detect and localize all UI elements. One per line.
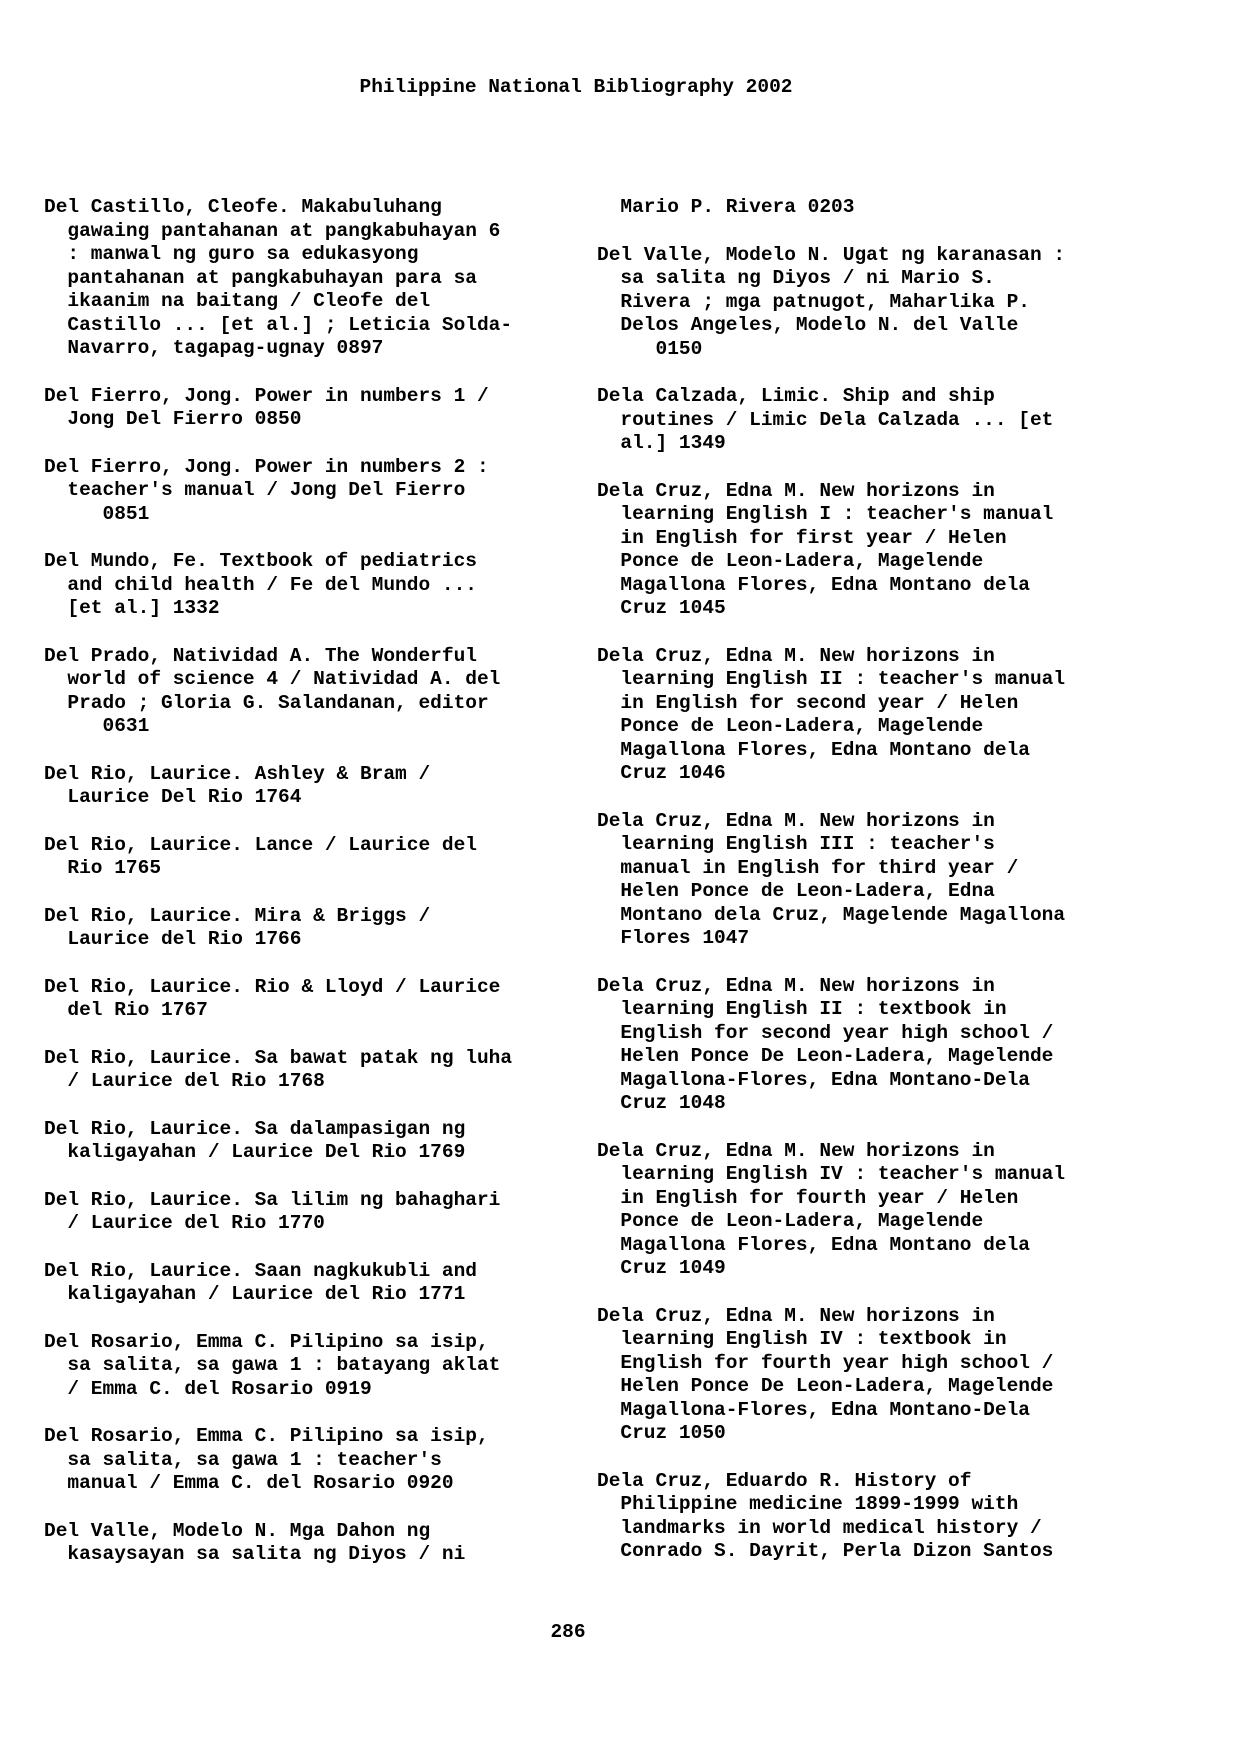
- entry-line: kaligayahan / Laurice Del Rio 1769: [44, 1141, 466, 1163]
- bibliography-entry: [597, 975, 1137, 1116]
- bibliography-entry: [597, 480, 1137, 621]
- entry-line: learning English IV : teacher's manual: [597, 1163, 1066, 1185]
- entry-line: / Laurice del Rio 1768: [44, 1070, 325, 1092]
- entry-line: English for fourth year high school /: [597, 1351, 1054, 1374]
- bibliography-entry: [597, 244, 1137, 362]
- entry-line: Rio 1765: [44, 857, 162, 879]
- entry-line: landmarks in world medical history /: [597, 1516, 1042, 1539]
- bibliography-entry: [44, 1425, 584, 1496]
- bibliography-entry: [597, 196, 1137, 220]
- entry-line: Magallona Flores, Edna Montano dela: [597, 573, 1030, 596]
- entry-line: Del Rio, Laurice. Sa bawat patak ng luha: [44, 1046, 513, 1069]
- entry-line: Rivera ; mga patnugot, Maharlika P.: [597, 290, 1030, 313]
- bibliography-entry: [44, 645, 584, 739]
- entry-line: Dela Cruz, Edna M. New horizons in: [597, 1304, 995, 1327]
- entry-line: Dela Calzada, Limic. Ship and ship: [597, 385, 995, 407]
- entry-line: Magallona-Flores, Edna Montano-Dela: [597, 1398, 1030, 1421]
- page-number: 286: [550, 1621, 586, 1643]
- page-title: Philippine National Bibliography 2002: [359, 76, 793, 98]
- entry-line: Dela Cruz, Edna M. New horizons in: [597, 479, 995, 502]
- entry-line: Cruz 1048: [597, 1092, 726, 1114]
- entry-line: manual in English for third year /: [597, 856, 1019, 879]
- entry-line: / Laurice del Rio 1770: [44, 1212, 325, 1234]
- entry-line: Magallona Flores, Edna Montano dela: [597, 738, 1030, 761]
- entry-line: teacher's manual / Jong Del Fierro: [44, 479, 466, 501]
- entry-line: learning English I : teacher's manual: [597, 503, 1054, 525]
- entry-line: Dela Cruz, Edna M. New horizons in: [597, 644, 995, 667]
- entry-line: Laurice Del Rio 1764: [44, 786, 302, 808]
- entry-line: sa salita, sa gawa 1 : teacher's: [44, 1448, 442, 1471]
- entry-line: Prado ; Gloria G. Salandanan, editor: [44, 691, 489, 714]
- bibliography-entry: [44, 196, 584, 361]
- bibliography-entry: [44, 834, 584, 881]
- entry-line: Ponce de Leon-Ladera, Magelende: [597, 715, 984, 737]
- bibliography-entry: [597, 1470, 1137, 1564]
- entry-line: Del Rio, Laurice. Sa lilim ng bahaghari: [44, 1188, 501, 1211]
- bibliography-entry: [597, 1305, 1137, 1446]
- entry-line: Magallona-Flores, Edna Montano-Dela: [597, 1068, 1030, 1091]
- entry-line: 0150: [597, 337, 703, 360]
- entry-line: Cruz 1049: [597, 1257, 726, 1279]
- entry-line: kasaysayan sa salita ng Diyos / ni: [44, 1543, 466, 1565]
- entry-line: Laurice del Rio 1766: [44, 928, 302, 950]
- entry-line: Del Fierro, Jong. Power in numbers 2 :: [44, 455, 489, 478]
- entry-line: Del Rio, Laurice. Sa dalampasigan ng: [44, 1117, 466, 1140]
- entry-line: Dela Cruz, Eduardo R. History of: [597, 1469, 972, 1492]
- entry-line: Philippine medicine 1899-1999 with: [597, 1493, 1019, 1515]
- entry-line: routines / Limic Dela Calzada ... [et: [597, 408, 1054, 431]
- entry-line: manual / Emma C. del Rosario 0920: [44, 1472, 454, 1494]
- entry-line: Dela Cruz, Edna M. New horizons in: [597, 974, 995, 997]
- entry-line: Ponce de Leon-Ladera, Magelende: [597, 550, 984, 572]
- bibliography-entry: [44, 1260, 584, 1307]
- entry-line: in English for first year / Helen: [597, 526, 1007, 549]
- entry-line: Castillo ... [et al.] ; Leticia Solda-: [44, 313, 513, 336]
- entry-line: Del Rio, Laurice. Mira & Briggs /: [44, 904, 431, 927]
- bibliography-entry: [44, 456, 584, 527]
- entry-line: Ponce de Leon-Ladera, Magelende: [597, 1210, 984, 1232]
- entry-line: Del Rio, Laurice. Lance / Laurice del: [44, 833, 477, 856]
- bibliography-entry: [44, 905, 584, 952]
- entry-line: Dela Cruz, Edna M. New horizons in: [597, 1139, 995, 1162]
- entry-line: Conrado S. Dayrit, Perla Dizon Santos: [597, 1540, 1054, 1562]
- entry-line: gawaing pantahanan at pangkabuhayan 6: [44, 219, 501, 242]
- right-column: [597, 196, 1137, 1588]
- entry-line: in English for fourth year / Helen: [597, 1186, 1019, 1209]
- left-column: [44, 196, 584, 1591]
- entry-line: Del Rio, Laurice. Rio & Lloyd / Laurice: [44, 975, 501, 998]
- entry-line: del Rio 1767: [44, 999, 208, 1021]
- bibliography-entry: [44, 763, 584, 810]
- entry-line: learning English II : textbook in: [597, 998, 1007, 1020]
- entry-line: Cruz 1050: [597, 1422, 726, 1444]
- entry-line: Delos Angeles, Modelo N. del Valle: [597, 314, 1019, 336]
- entry-line: Magallona Flores, Edna Montano dela: [597, 1233, 1030, 1256]
- bibliography-entry: [44, 1331, 584, 1402]
- entry-line: Flores 1047: [597, 927, 750, 949]
- entry-line: Cruz 1046: [597, 762, 726, 784]
- entry-line: learning English IV : textbook in: [597, 1328, 1007, 1350]
- entry-line: world of science 4 / Natividad A. del: [44, 668, 501, 690]
- bibliography-entry: [597, 1140, 1137, 1281]
- entry-line: 0631: [44, 715, 150, 737]
- entry-line: Helen Ponce de Leon-Ladera, Edna: [597, 880, 995, 902]
- bibliography-entry: [44, 1118, 584, 1165]
- entry-line: Del Prado, Natividad A. The Wonderful: [44, 644, 477, 667]
- bibliography-entry: [44, 385, 584, 432]
- entry-line: sa salita ng Diyos / ni Mario S.: [597, 267, 995, 289]
- entry-line: Dela Cruz, Edna M. New horizons in: [597, 809, 995, 832]
- entry-line: Del Valle, Modelo N. Mga Dahon ng: [44, 1519, 431, 1542]
- entry-line: Del Rio, Laurice. Saan nagkukubli and: [44, 1259, 477, 1282]
- entry-line: Cruz 1045: [597, 597, 726, 619]
- bibliography-entry: [44, 1189, 584, 1236]
- bibliography-entry: [44, 976, 584, 1023]
- entry-line: Del Valle, Modelo N. Ugat ng karanasan :: [597, 243, 1066, 266]
- entry-line: Del Castillo, Cleofe. Makabuluhang: [44, 196, 442, 218]
- entry-line: [et al.] 1332: [44, 597, 220, 619]
- entry-line: learning English III : teacher's: [597, 833, 995, 855]
- entry-line: Helen Ponce De Leon-Ladera, Magelende: [597, 1375, 1054, 1397]
- entry-line: and child health / Fe del Mundo ...: [44, 573, 477, 596]
- entry-line: Del Fierro, Jong. Power in numbers 1 /: [44, 384, 489, 407]
- bibliography-entry: [597, 810, 1137, 951]
- entry-line: 0851: [44, 502, 150, 525]
- bibliography-entry: [44, 550, 584, 621]
- entry-line: learning English II : teacher's manual: [597, 668, 1066, 690]
- entry-line: Navarro, tagapag-ugnay 0897: [44, 337, 384, 359]
- entry-line: Montano dela Cruz, Magelende Magallona: [597, 903, 1066, 926]
- entry-line: pantahanan at pangkabuhayan para sa: [44, 266, 477, 289]
- entry-line: in English for second year / Helen: [597, 691, 1019, 714]
- entry-line: English for second year high school /: [597, 1021, 1054, 1044]
- entry-line: Del Rosario, Emma C. Pilipino sa isip,: [44, 1425, 489, 1447]
- entry-line: ikaanim na baitang / Cleofe del: [44, 290, 431, 312]
- entry-line: sa salita, sa gawa 1 : batayang aklat: [44, 1354, 501, 1376]
- entry-line: : manwal ng guro sa edukasyong: [44, 243, 419, 265]
- entry-line: Del Mundo, Fe. Textbook of pediatrics: [44, 550, 477, 572]
- bibliography-entry: [44, 1520, 584, 1567]
- entry-line: kaligayahan / Laurice del Rio 1771: [44, 1283, 466, 1305]
- entry-line: al.] 1349: [597, 432, 726, 454]
- entry-line: Del Rosario, Emma C. Pilipino sa isip,: [44, 1330, 489, 1353]
- entry-line: Jong Del Fierro 0850: [44, 408, 302, 430]
- bibliography-entry: [597, 385, 1137, 456]
- bibliography-entry: [597, 645, 1137, 786]
- entry-line: Mario P. Rivera 0203: [597, 196, 855, 218]
- entry-line: / Emma C. del Rosario 0919: [44, 1377, 372, 1400]
- bibliography-entry: [44, 1047, 584, 1094]
- entry-line: Del Rio, Laurice. Ashley & Bram /: [44, 762, 431, 785]
- entry-line: Helen Ponce De Leon-Ladera, Magelende: [597, 1045, 1054, 1067]
